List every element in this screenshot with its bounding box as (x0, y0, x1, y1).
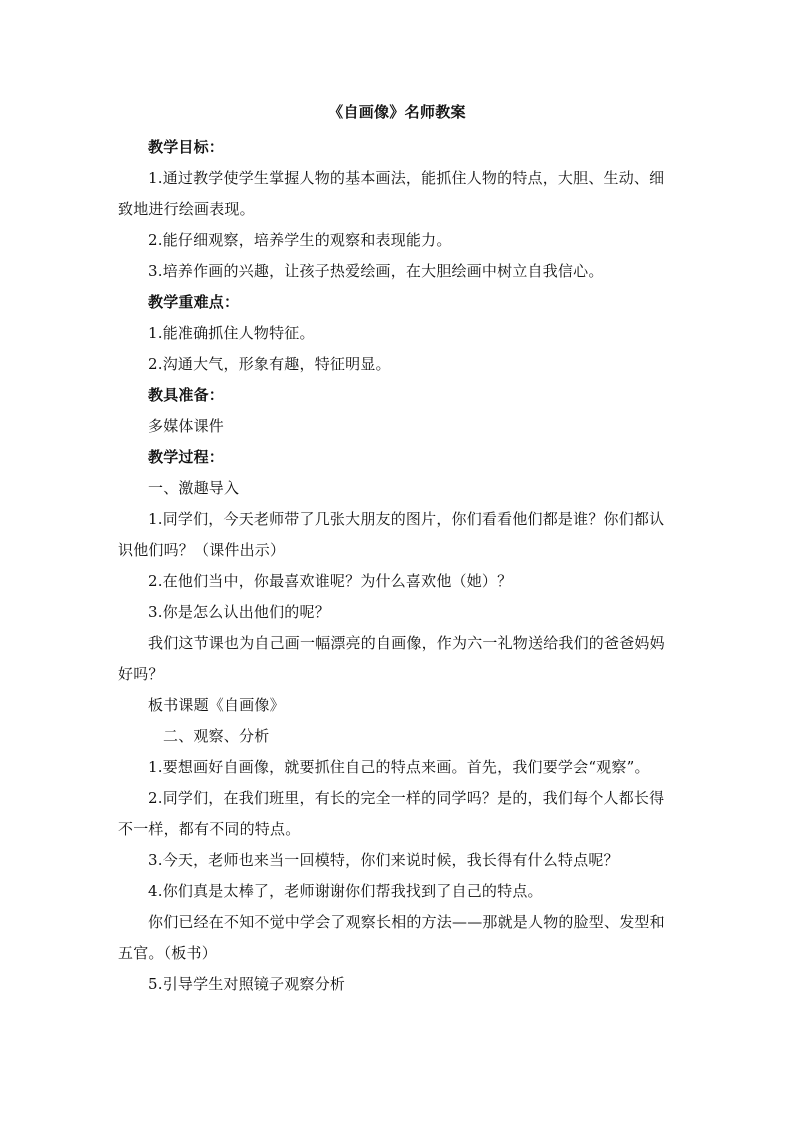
paragraph: 2.在他们当中，你最喜欢谁呢？为什么喜欢他（她）？ (148, 572, 513, 590)
paragraph: 1.能准确抓住人物特征。 (148, 324, 315, 342)
paragraph: 2.能仔细观察，培养学生的观察和表现能力。 (148, 231, 452, 249)
paragraph: 一、激趣导入 (148, 479, 240, 497)
section-heading-key-points: 教学重难点： (148, 293, 240, 311)
paragraph: 2.同学们，在我们班里，有长的完全一样的同学吗？是的，我们每个人都长得不一样，都有不同的特点。 (118, 789, 665, 838)
paragraph: 3.你是怎么认出他们的呢？ (148, 603, 330, 621)
paragraph: 5.引导学生对照镜子观察分析 (148, 975, 346, 993)
paragraph: 你们已经在不知不觉中学会了观察长相的方法——那就是人物的脸型、发型和五官。（板书） (118, 913, 665, 962)
paragraph: 1.通过教学使学生掌握人物的基本画法，能抓住人物的特点，大胆、生动、细致地进行绘画表现。 (118, 169, 665, 218)
section-heading-materials: 教具准备： (148, 386, 225, 404)
paragraph: 1.同学们，今天老师带了几张大朋友的图片，你们看看他们都是谁？你们都认识他们吗？（课件出示） (118, 510, 665, 559)
document-title: 《自画像》名师教案 (328, 103, 466, 121)
paragraph: 多媒体课件 (148, 417, 225, 435)
document-body (118, 101, 676, 1000)
paragraph: 板书课题《自画像》 (148, 696, 285, 714)
paragraph: 3.今天，老师也来当一回模特，你们来说时候，我长得有什么特点呢？ (148, 851, 619, 869)
section-heading-process: 教学过程： (148, 448, 225, 466)
section-heading-objectives: 教学目标： (148, 138, 225, 156)
paragraph: 3.培养作画的兴趣，让孩子热爱绘画，在大胆绘画中树立自我信心。 (148, 262, 604, 280)
paragraph: 二、观察、分析 (163, 727, 270, 745)
paragraph: 4.你们真是太棒了，老师谢谢你们帮我找到了自己的特点。 (148, 882, 543, 900)
paragraph: 1.要想画好自画像，就要抓住自己的特点来画。首先，我们要学会“观察”。 (148, 758, 650, 776)
paragraph: 2.沟通大气，形象有趣，特征明显。 (148, 355, 391, 373)
paragraph: 我们这节课也为自己画一幅漂亮的自画像，作为六一礼物送给我们的爸爸妈妈好吗？ (118, 634, 665, 683)
